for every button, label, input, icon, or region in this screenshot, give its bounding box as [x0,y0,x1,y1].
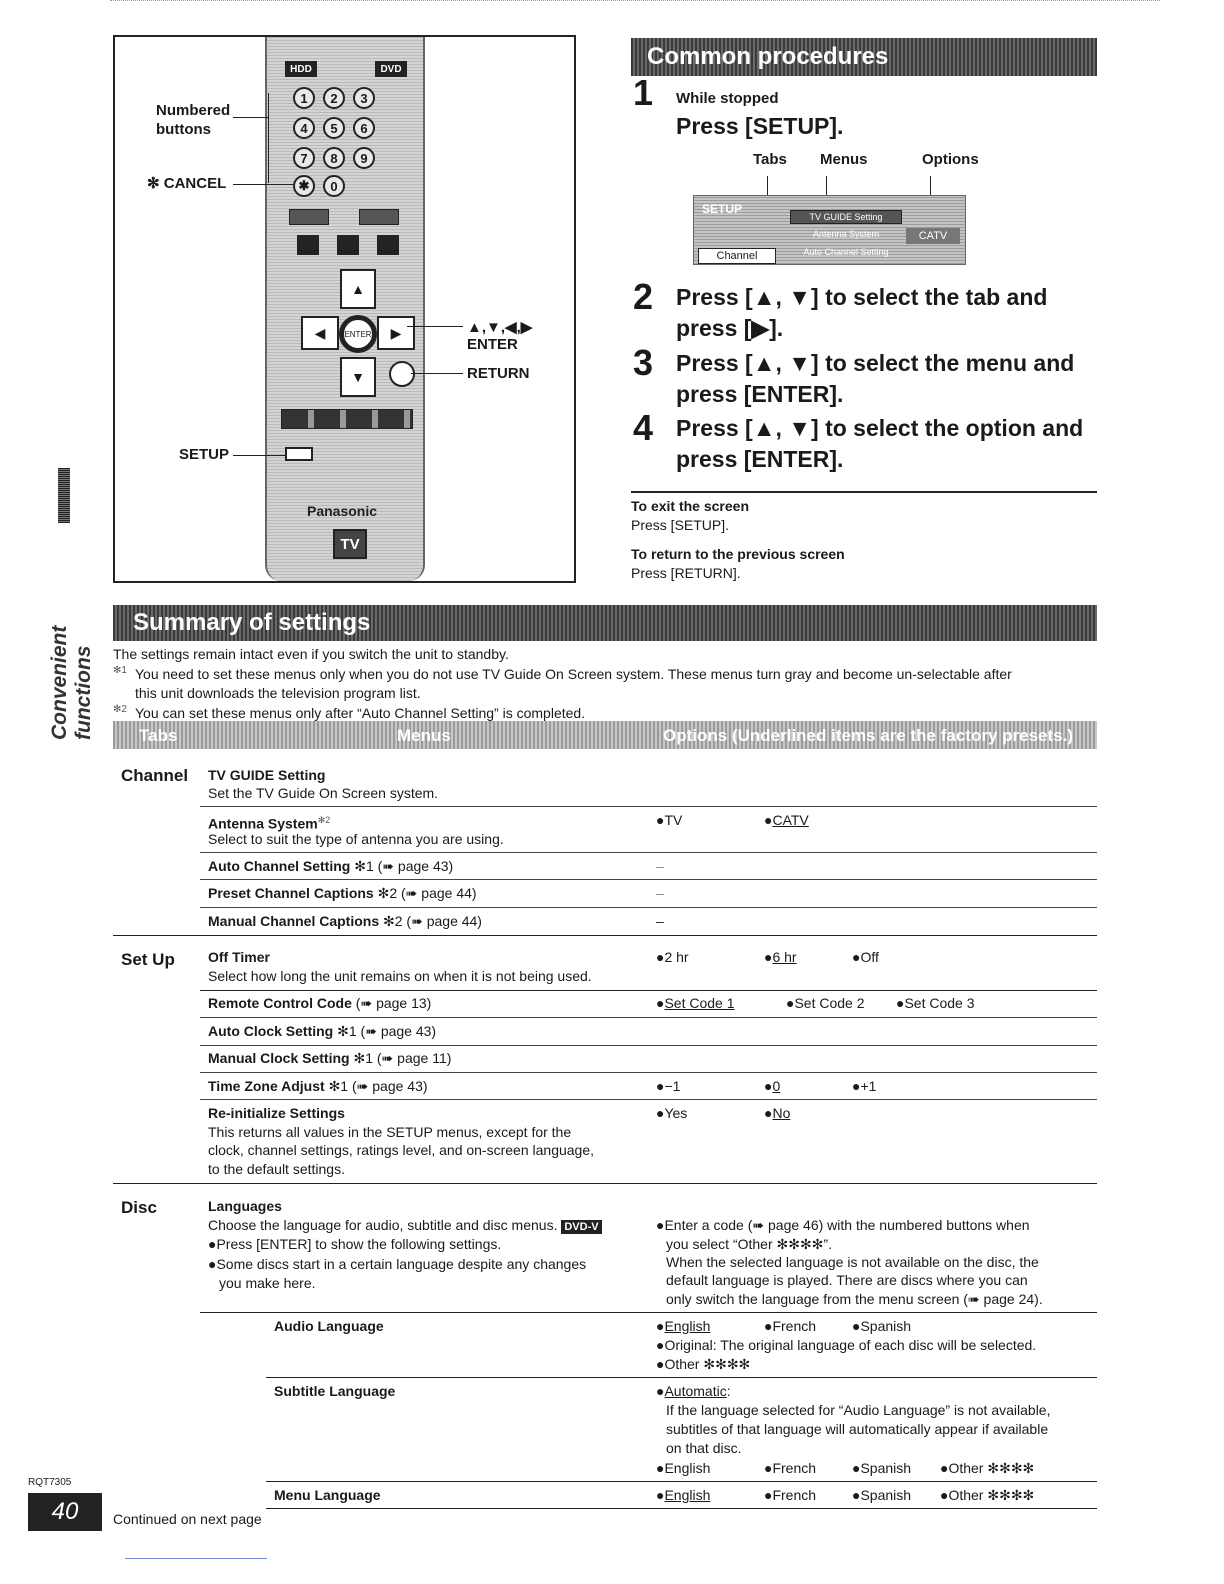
languages-title: Languages [208,1198,282,1214]
languages-opt4: default language is played. There are discs where you can [666,1272,1028,1288]
diagram-menus-label: Menus [820,151,868,168]
menu-item-autochannel: Auto Channel Setting [803,247,889,257]
return-text: Press [RETURN]. [631,565,741,581]
antenna-opt-tv: ●TV [656,812,683,828]
dvd-v-badge: DVD-V [561,1220,601,1234]
subtitle-desc3: on that disc. [666,1440,742,1456]
key-2: 2 [323,87,345,109]
manualcaption-opt: – [656,913,664,929]
section-divider [113,935,1097,936]
numbered-leader-line [233,117,269,118]
left-arrow-icon: ◀ [301,316,339,350]
subtitle-opt-automatic-colon: : [726,1383,731,1399]
subtitle-language-title: Subtitle Language [274,1383,396,1399]
top-dotted-rule [110,0,1160,1]
presetcaption-row [208,884,477,903]
antenna-desc: Select to suit the type of antenna you are using. [208,831,504,847]
antenna-title-text: Antenna System [208,815,318,832]
menu-opt-english-wrap: ●English [656,1487,711,1503]
audio-opt-english-wrap: ●English [656,1318,711,1334]
dvd-key: DVD [375,61,407,77]
languages-desc2: ●Press [ENTER] to show the following settings. [208,1236,502,1252]
summary-heading: Summary of settings [113,605,1097,641]
row-divider [200,907,1097,908]
manualcaption-title: Manual Channel Captions [208,913,380,929]
menu-language-title: Menu Language [274,1487,381,1503]
audio-opt-original: ●Original: The original language of each disc will be selected. [656,1337,1037,1353]
subtitle-desc2: subtitles of that language will automatically appear if available [666,1421,1049,1437]
offtimer-opt-6hr-wrap: ●6 hr [764,949,797,965]
presetcaption-ref: ✻2 (➠ page 44) [377,885,477,901]
cancel-leader-line [233,184,293,185]
play-key [377,235,399,255]
subtitle-opt-spanish: ●Spanish [852,1460,912,1476]
timezone-title: Time Zone Adjust [208,1078,325,1094]
reinit-desc2: clock, channel settings, ratings level, and on-screen language, [208,1142,595,1158]
note2-mark: ✻2 [113,704,127,715]
step4-line2: press [ENTER]. [676,446,844,472]
step4-line1: Press [▲, ▼] to select the option and [676,415,1084,441]
remotecode-title: Remote Control Code [208,995,352,1011]
up-arrow-icon: ▲ [340,269,376,309]
setup-menu-screen [693,195,966,265]
manualcaption-ref: ✻2 (➠ page 44) [383,913,482,929]
step4-text [676,413,1083,475]
numbered-bracket-line [268,93,269,183]
subtitle-opt-automatic-wrap: ●Automatic: [656,1383,731,1399]
step1-number: 1 [633,72,654,113]
step1-text: Press [SETUP]. [676,113,844,139]
menu-opt-english: English [664,1487,711,1503]
cancel-key: ✱ [293,175,315,197]
row-divider [200,852,1097,853]
return-leader-line [411,373,463,374]
hdd-key: HDD [285,61,317,77]
header-tabs: Tabs [139,726,178,745]
presetcaption-opt: – [656,885,664,901]
subtitle-opt-french: ●French [764,1460,817,1476]
audio-opt-english: English [664,1318,711,1334]
arrows-label: ▲,▼,◀,▶ [467,319,533,336]
languages-opt5: only switch the language from the menu screen (➠ page 24). [666,1291,1043,1307]
row-divider [200,1017,1097,1018]
antenna-opt-catv-wrap: ●CATV [764,812,809,828]
exit-text: Press [SETUP]. [631,517,730,533]
pause-key [337,235,359,255]
languages-desc3: ●Some discs start in a certain language despite any changes [208,1256,587,1272]
exit-title: To exit the screen [631,498,750,514]
tvguide-title: TV GUIDE Setting [208,767,326,783]
tvguide-desc: Set the TV Guide On Screen system. [208,785,439,801]
audio-opt-french: ●French [764,1318,817,1334]
down-arrow-icon: ▼ [340,357,376,397]
offtimer-opt-off: ●Off [852,949,879,965]
remotecode-opt1: Set Code 1 [664,995,735,1011]
menu-option-catv: CATV [906,228,960,244]
summary-note-standby: The settings remain intact even if you switch the unit to standby. [113,646,509,662]
exit-divider [631,491,1097,493]
step4-number: 4 [633,407,654,448]
key-1: 1 [293,87,315,109]
tab-disc: Disc [121,1198,157,1217]
autochannel-opt: – [656,858,664,874]
remotecode-row [208,994,431,1013]
remote-illustration-panel [113,35,576,583]
page-number: 40 [28,1493,102,1531]
key-7: 7 [293,147,315,169]
return-title: To return to the previous screen [631,546,845,562]
row-divider [200,1045,1097,1046]
menu-opt-spanish: ●Spanish [852,1487,912,1503]
languages-desc4: you make here. [219,1275,316,1291]
settings-table-header [113,721,1097,749]
remotecode-opt3: ●Set Code 3 [896,995,975,1011]
subtitle-opt-automatic: Automatic [664,1383,727,1399]
remotecode-ref: (➠ page 13) [355,995,432,1011]
return-label: RETURN [467,365,530,382]
key-6: 6 [353,117,375,139]
offtimer-desc: Select how long the unit remains on when it is not being used. [208,968,592,984]
row-divider [200,879,1097,880]
continued-note: Continued on next page [113,1511,262,1527]
autochannel-ref: ✻1 (➠ page 43) [354,858,454,874]
antenna-sup: ✻2 [317,815,331,825]
step2-line2: press [▶]. [676,315,784,341]
autoclock-title: Auto Clock Setting [208,1023,334,1039]
summary-note1: You need to set these menus only when you do not use TV Guide On Screen system. These menus turn gray and become un-selectable after [135,666,1012,682]
common-procedures-heading: Common procedures [631,38,1097,76]
offtimer-title: Off Timer [208,949,270,965]
key-0: 0 [323,175,345,197]
tv-key: TV [333,529,367,559]
sidebar-section-title: Convenient functions [48,625,95,740]
key-4: 4 [293,117,315,139]
remote-control-image [265,37,425,581]
reinit-desc3: to the default settings. [208,1161,345,1177]
setup-leader-line [233,455,285,456]
step2-line1: Press [▲, ▼] to select the tab and [676,284,1048,310]
antenna-opt-catv: CATV [772,812,809,828]
note1-mark: ✻1 [113,665,127,676]
timezone-opt-0-wrap: ●0 [764,1078,781,1094]
menu-channel-tab: Channel [698,248,776,264]
footer-blue-line [125,1558,267,1559]
skip-keys [289,209,329,225]
languages-desc1-text: Choose the language for audio, subtitle and disc menus. [208,1217,558,1233]
reinit-desc1: This returns all values in the SETUP menus, except for the [208,1124,572,1140]
key-9: 9 [353,147,375,169]
key-5: 5 [323,117,345,139]
row-divider [266,1377,1097,1378]
manualclock-ref: ✻1 (➠ page 11) [353,1050,452,1066]
subtitle-opt-english: ●English [656,1460,711,1476]
timezone-row [208,1077,428,1096]
presetcaption-title: Preset Channel Captions [208,885,374,901]
summary-note1-cont: this unit downloads the television program list. [135,685,421,701]
subtitle-opt-other: ●Other ✻✻✻✻ [940,1460,1035,1476]
timezone-opt-0: 0 [772,1078,781,1094]
key-8: 8 [323,147,345,169]
row-divider [200,1312,1097,1313]
key-3: 3 [353,87,375,109]
cancel-label: ✻ CANCEL [147,175,227,192]
sidebar-marker [58,468,70,523]
stop-key [297,235,319,255]
audio-opt-spanish: ●Spanish [852,1318,912,1334]
reinit-opt-no: No [772,1105,791,1121]
autochannel-title: Auto Channel Setting [208,858,351,874]
timezone-ref: ✻1 (➠ page 43) [328,1078,428,1094]
audio-language-title: Audio Language [274,1318,384,1334]
numbered-label-line1: Numbered [156,102,231,119]
audio-opt-other: ●Other ✻✻✻✻ [656,1356,751,1372]
menu-setup-tab: SETUP [702,202,743,216]
setup-key [285,447,313,461]
languages-opt2: you select “Other ✻✻✻✻”. [666,1236,832,1252]
menu-opt-french: ●French [764,1487,817,1503]
languages-opt3: When the selected language is not available on the disc, the [666,1254,1039,1270]
header-options: Options (Underlined items are the factory presets.) [663,726,1073,745]
color-key-row [281,409,413,429]
offtimer-opt-2hr: ●2 hr [656,949,689,965]
diagram-options-label: Options [922,151,979,168]
step3-line2: press [ENTER]. [676,381,844,407]
autoclock-row [208,1022,436,1041]
remotecode-opt1-wrap: ●Set Code 1 [656,995,735,1011]
numbered-label-line2: buttons [156,121,211,138]
return-key [389,361,415,387]
remotecode-opt2: ●Set Code 2 [786,995,865,1011]
enter-label: ENTER [467,336,518,353]
numbered-buttons-label [156,101,230,139]
manualclock-title: Manual Clock Setting [208,1050,350,1066]
enter-key: ENTER [339,315,377,353]
tab-channel: Channel [121,766,189,785]
row-divider [200,1099,1097,1100]
step2-number: 2 [633,276,654,317]
model-number: RQT7305 [28,1477,72,1488]
step2-text [676,282,1047,344]
step3-number: 3 [633,342,654,383]
autoclock-ref: ✻1 (➠ page 43) [337,1023,437,1039]
row-divider [200,1072,1097,1073]
reinit-opt-no-wrap: ●No [764,1105,791,1121]
step3-text [676,348,1074,410]
menu-opt-other: ●Other ✻✻✻✻ [940,1487,1035,1503]
summary-note2: You can set these menus only after “Auto Channel Setting” is completed. [135,705,586,721]
section-divider [113,1183,1097,1184]
languages-desc1 [208,1216,602,1237]
step3-line1: Press [▲, ▼] to select the menu and [676,350,1075,376]
timezone-opt-plus1: ●+1 [852,1078,877,1094]
reinit-title: Re-initialize Settings [208,1105,345,1121]
reinit-opt-yes: ●Yes [656,1105,688,1121]
row-divider [200,990,1097,991]
menu-item-tvguide: TV GUIDE Setting [790,210,902,224]
menu-item-antenna: Antenna System [812,229,880,239]
brand-logo: Panasonic [307,503,378,519]
right-arrow-icon: ▶ [377,316,415,350]
autochannel-row [208,857,453,876]
diagram-tabs-label: Tabs [753,151,787,168]
offtimer-opt-6hr: 6 hr [772,949,797,965]
arrows-leader-line [407,326,463,327]
setup-label: SETUP [179,446,230,463]
tab-setup: Set Up [121,950,175,969]
manualcaption-row [208,912,482,931]
timezone-opt-minus1: ●−1 [656,1078,681,1094]
subtitle-desc1: If the language selected for “Audio Language” is not available, [666,1402,1051,1418]
row-divider [200,806,1097,807]
search-keys [359,209,399,225]
row-divider [266,1481,1097,1482]
table-bottom-rule [266,1508,1097,1509]
manualclock-row [208,1049,451,1068]
step1-subtitle: While stopped [676,90,779,107]
header-menus: Menus [397,726,451,745]
languages-opt1: ●Enter a code (➠ page 46) with the numbered buttons when [656,1217,1030,1233]
